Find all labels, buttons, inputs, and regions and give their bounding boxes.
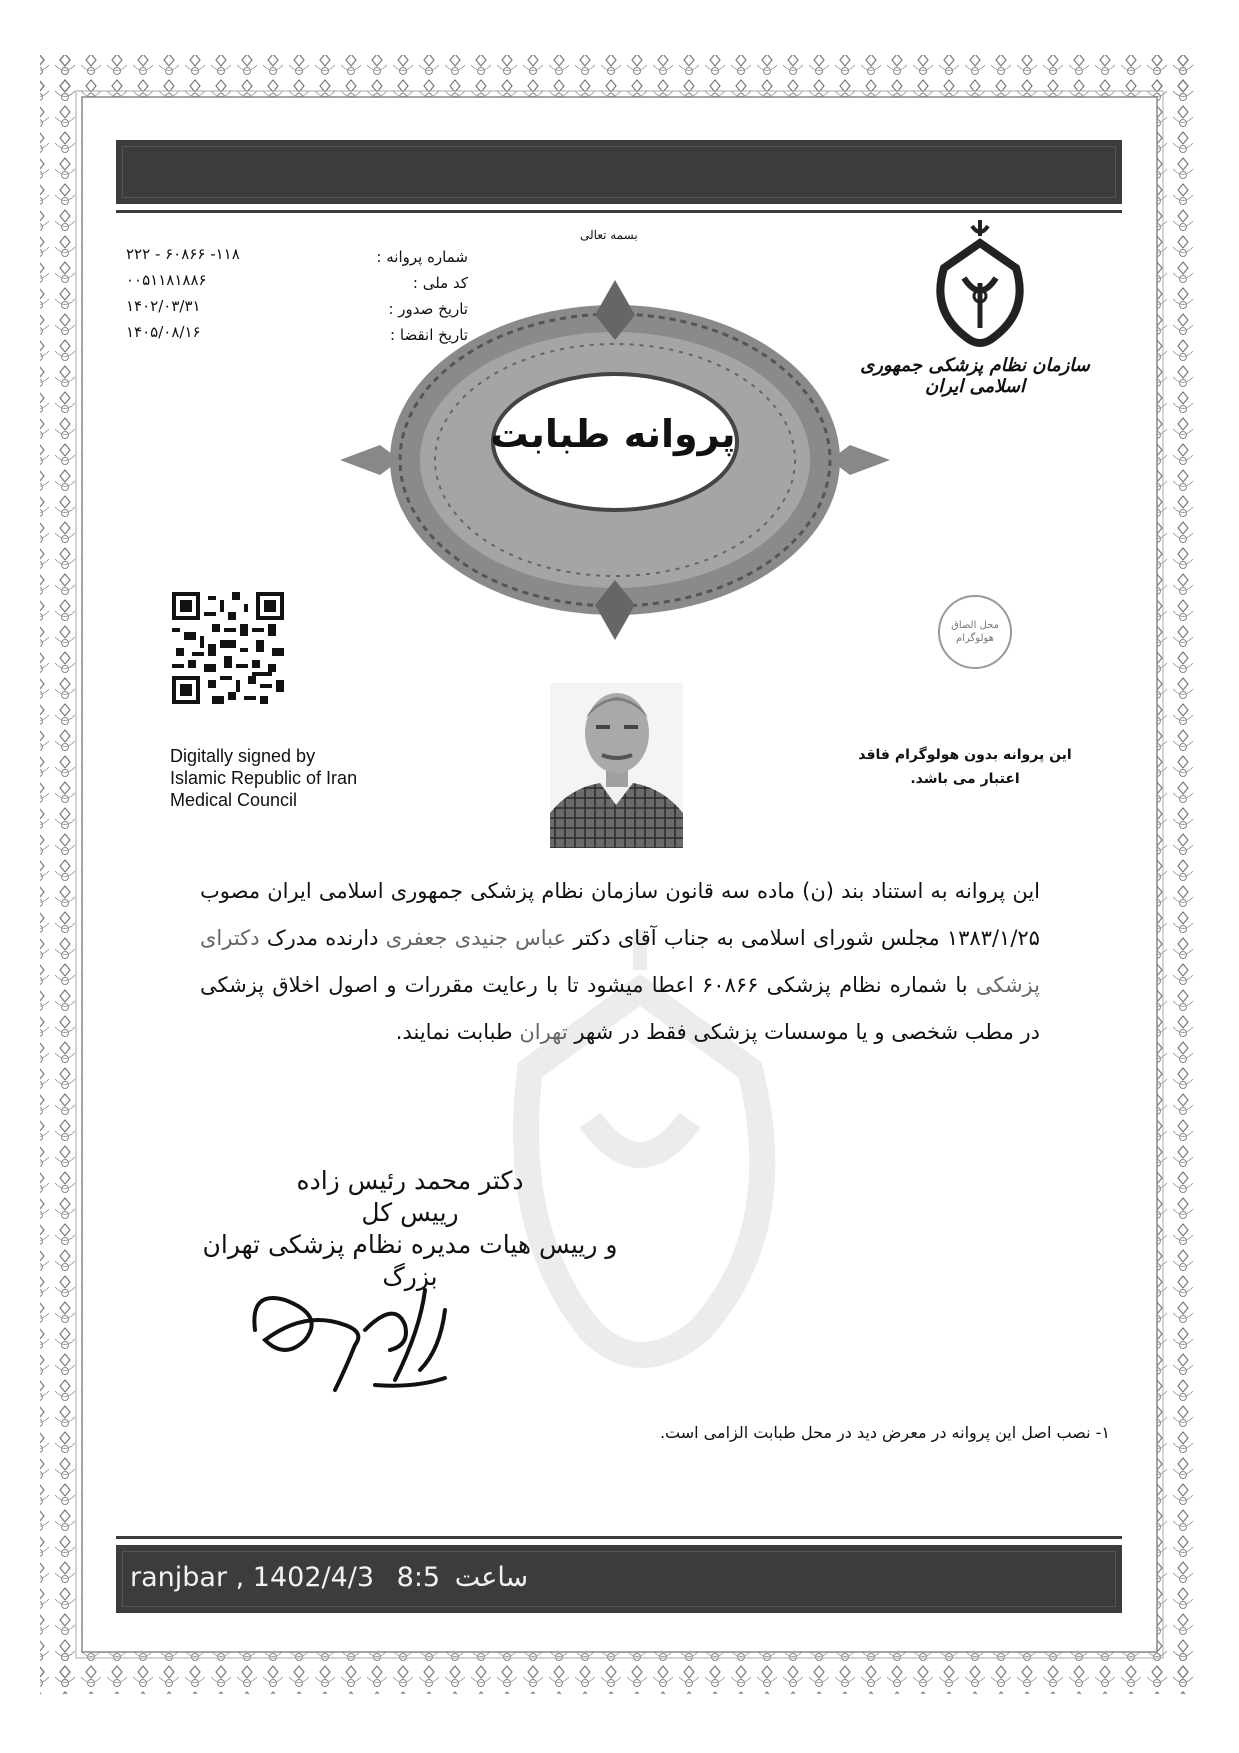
footer-print-info: [130, 1562, 528, 1593]
qr-code-icon: [172, 592, 284, 704]
footer-time-label: ساعت: [454, 1562, 529, 1593]
expiry-date-label: تاریخ انقضا :: [390, 326, 468, 344]
header-bar: [116, 140, 1122, 204]
body-text-part3: با شماره نظام پزشکی ۶۰۸۶۶ اعطا میشود تا با رعایت مقررات و اصول اخلاق پزشکی در مطب شخصی و یا موسسات پزشکی فقط در شهر: [200, 973, 1040, 1044]
signatory-name: دکتر محمد رئیس زاده: [296, 1166, 524, 1195]
hologram-stamp: [938, 595, 1012, 669]
digital-signature-line1: Digitally signed by: [170, 746, 316, 766]
hologram-stamp-line1: محل الصاق: [951, 620, 999, 631]
digital-signature-line3: Medical Council: [170, 790, 298, 810]
expiry-date-value: ۱۴۰۵/۰۸/۱۶: [126, 323, 201, 341]
national-id-label: کد ملی :: [412, 274, 468, 292]
holder-photo: [550, 683, 683, 848]
issue-date-label: تاریخ صدور :: [388, 300, 468, 318]
footer-user-date: ranjbar , 1402/4/3: [130, 1562, 375, 1593]
footer-time-value: 8:5: [396, 1562, 441, 1593]
digital-signature-note: [170, 745, 357, 811]
issue-date-value: ۱۴۰۲/۰۳/۳۱: [126, 297, 201, 315]
signatory-title3: بزرگ: [382, 1262, 438, 1291]
practice-city: تهران: [519, 1020, 568, 1044]
national-id-value: ۰۰۵۱۱۸۱۸۸۶: [126, 271, 207, 289]
body-text-part1: این پروانه به استناد بند (ن) ماده سه قانون سازمان نظام پزشکی جمهوری اسلامی ایران مصوب ۱۳۸۳/۱/۲۵ مجلس شورای اسلامی به جناب آقای دکتر: [200, 879, 1040, 950]
license-number-value: ۱۱۸- ۶۰۸۶۶ - ۲۲۲: [126, 245, 240, 263]
hologram-note-line1: این پروانه بدون هولوگرام فاقد: [858, 747, 1072, 763]
digital-signature-line2: Islamic Republic of Iran: [170, 768, 358, 788]
body-text-part4: طبابت نمایند.: [395, 1020, 513, 1044]
hologram-validity-note: [850, 743, 1080, 791]
ornamental-medallion: [340, 270, 890, 660]
medical-council-logo-icon: [930, 218, 1030, 348]
organization-name: سازمان نظام پزشکی جمهوری اسلامی ایران: [860, 355, 1090, 397]
document-title: پروانه طبابت: [490, 412, 736, 456]
license-number-label: شماره پروانه :: [376, 248, 468, 266]
holder-degree: دکترای پزشکی: [200, 926, 1040, 997]
body-text-part2: دارنده مدرک: [266, 926, 379, 950]
holder-name: عباس جنیدی جعفری: [385, 926, 567, 950]
basmala: بسمه تعالی: [580, 228, 638, 242]
footnote: ۱- نصب اصل این پروانه در معرض دید در محل طبابت الزامی است.: [659, 1423, 1110, 1442]
handwritten-signature: [245, 1270, 485, 1400]
hologram-note-line2: اعتبار می باشد.: [910, 771, 1020, 787]
signatory-title2: و رییس هیات مدیره نظام پزشکی تهران: [202, 1230, 618, 1259]
license-body-paragraph: [200, 868, 1040, 1056]
hologram-stamp-line2: هولوگرام: [956, 633, 994, 644]
signatory-title1: رییس کل: [361, 1198, 459, 1227]
